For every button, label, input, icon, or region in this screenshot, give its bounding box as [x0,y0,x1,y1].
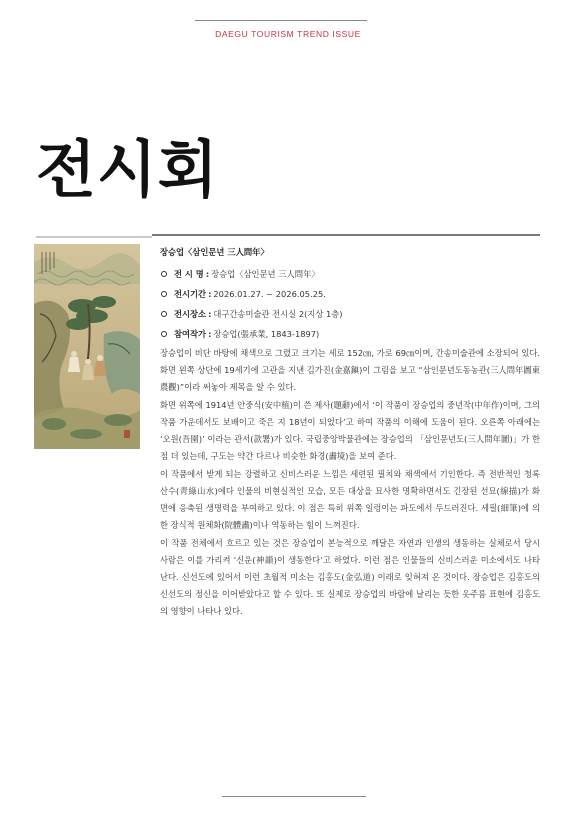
paragraph: 장승업이 비단 바탕에 채색으로 그렸고 크기는 세로 152㎝, 가로 69㎝이며, 간송미술관에 소장되어 있다. 화면 왼쪽 상단에 19세기에 고관을 지낸 김가진(金嘉鎭)이 그림을 보고 “삼인문년도동농관(三人問年圖東農觀)”이라 써놓아 제목을 알 수 있다. [160,348,540,392]
info-value: 2026.01.27. ~ 2026.05.25. [213,288,326,299]
title-divider [36,236,152,238]
info-separator: : [208,328,212,339]
paragraph: 이 작품에서 받게 되는 강렬하고 신비스러운 느낌은 세련된 필치와 채색에서 기인한다. 즉 전반적인 청록산수(靑綠山水)에다 인물의 비현실적인 모습, 모든 대상을 묘사한 명확하면서도 긴장된 선묘(線描)가 화면에 응축된 생명력을 부여하고 있다. 이 점은 특히 위쪽 일렁이는 파도에서 두드러진다. 세필(細筆)에 의한 장식적 원체화(院體畵)이나 역동하는 힘이 느껴진다. [160,469,540,530]
info-separator: : [208,308,212,319]
article-body [160,244,540,620]
landscape-painting-image [34,244,140,449]
footer-rule [222,796,366,797]
info-value: 장승업〈삼인문년 三人問年〉 [211,268,320,279]
painting-illustration [34,244,140,449]
page-title: 전시회 [36,133,219,206]
info-value: 대구간송미술관 전시실 2(지상 1층) [213,308,343,319]
work-heading: 장승업〈삼인문년 三人問年〉 [160,247,269,257]
bullet-icon [161,331,167,337]
info-row-period [160,284,540,304]
content-divider [152,234,540,236]
bullet-icon [161,291,167,297]
info-separator: : [208,288,212,299]
bullet-icon [161,271,167,277]
info-label: 전시장소 [174,308,207,319]
info-value: 장승업(張承業, 1843-1897) [213,328,320,339]
info-label: 참여작가 [174,328,207,339]
paragraph: 이 작품 전체에서 흐르고 있는 것은 장승업이 본능적으로 깨달은 자연과 인생의 생동하는 실체로서 당시 사람은 이를 가리켜 ‘신운(神韻)이 생동한다’고 하였다. 이런 점은 인물들의 신비스러운 미소에서도 나타난다. 신선도에 있어서 이런 초월적 미소는 김홍도(金弘道) 이래로 잊혀져 온 것이다. 장승업은 김홍도의 신선도의 정신을 이어받았다고 할 수 있다. 또 실제로 장승업의 바람에 날리는 듯한 옷주름 표현에 김홍도의 영향이 나타나 있다. [160,538,540,616]
paragraph: 화면 위쪽에 1914년 안중식(安中植)이 쓴 제사(題辭)에서 ‘이 작품이 장승업의 중년작(中年作)이며, 그의 작품 가운데서도 보배이고 죽은 지 18년이 되었다’고 하여 작품의 이해에 도움이 된다. 오른쪽 아래에는 ‘오원(吾園)’ 이라는 관서(款署)가 있다. 국립중앙박물관에는 장승업의 「삼인문년도(三人問年圖)」가 한 점 더 있는데, 구도는 약간 다르나 비슷한 화경(畵境)을 보여 준다. [160,400,540,461]
header-top-rule [195,20,367,21]
info-row-artist [160,324,540,344]
info-row-venue [160,304,540,324]
info-row-exhibition-name [160,264,540,284]
info-label: 전 시 명 [174,268,204,279]
issue-header: DAEGU TOURISM TREND ISSUE [215,29,361,39]
info-separator: : [205,268,210,279]
bullet-icon [161,311,167,317]
info-label: 전시기간 [174,288,207,299]
